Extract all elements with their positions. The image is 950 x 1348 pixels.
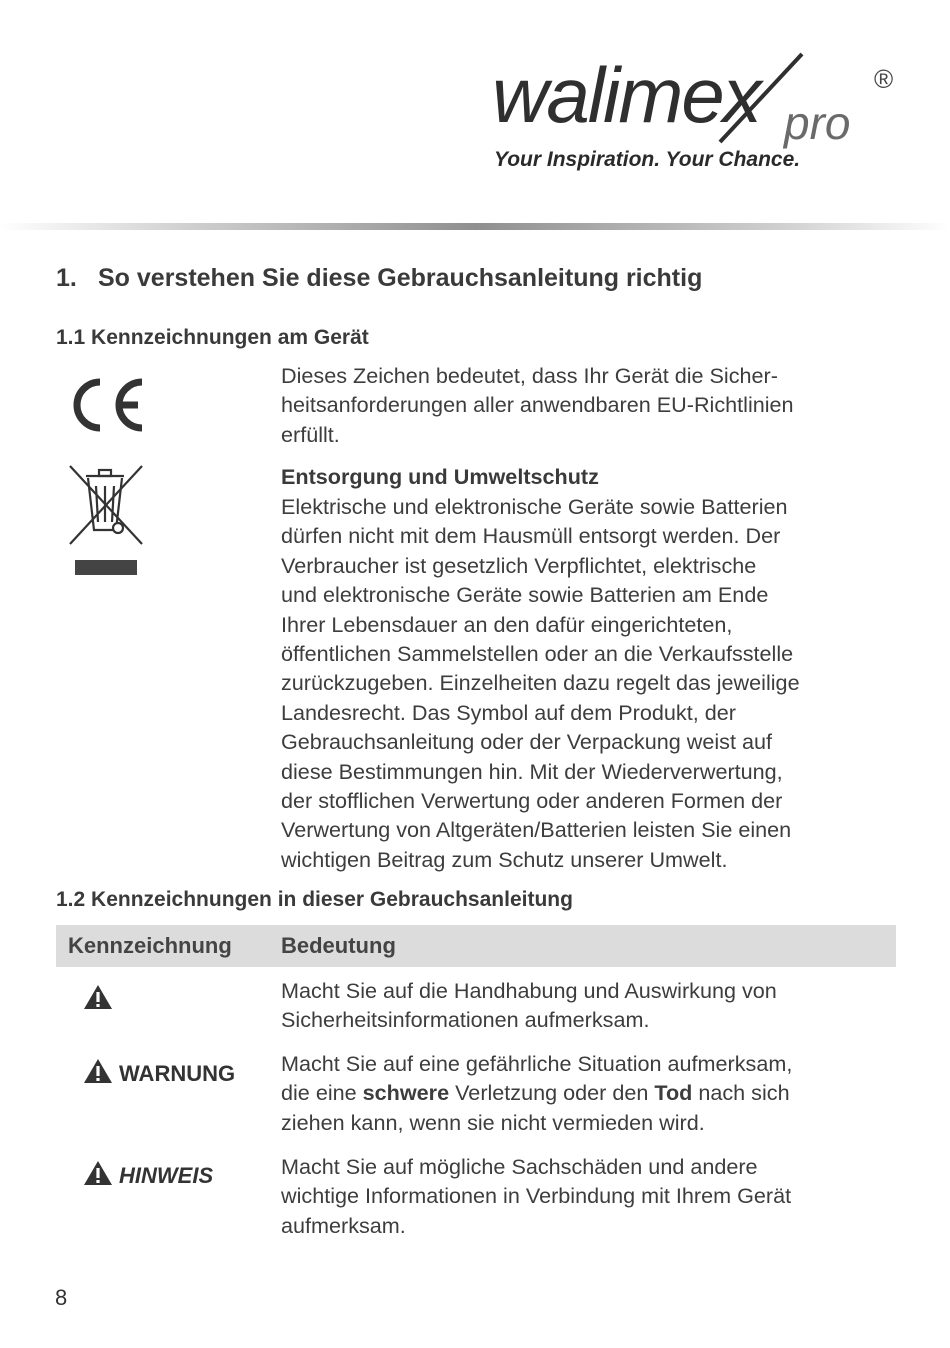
text-line: ziehen kann, wenn sie nicht vermieden wird. — [281, 1109, 705, 1135]
header-divider — [0, 223, 950, 230]
text-line: wichtige Informationen in Verbindung mit Ihrem Gerät — [281, 1183, 792, 1209]
text-line: aufmerksam. — [281, 1212, 406, 1238]
warning-triangle-icon — [83, 1160, 113, 1186]
text-line: Macht Sie auf eine gefährliche Situation aufmerksam, — [281, 1051, 793, 1076]
table-row-3-meaning — [281, 1152, 891, 1240]
logo-slash-icon — [698, 52, 808, 144]
text-line: Landesrecht. Das Symbol auf dem Produkt, der — [281, 699, 736, 725]
text-line: Gebrauchsanleitung oder der Verpackung weist auf — [281, 729, 772, 755]
text-line: Verbraucher ist gesetzlich Verpflichtet, elektrische — [281, 552, 757, 578]
section-title — [56, 264, 702, 293]
logo-wordmark: walimex — [492, 51, 760, 139]
warnung-signal — [83, 1058, 235, 1087]
text-line: dürfen nicht mit dem Hausmüll entsorgt werden. Der — [281, 523, 781, 549]
ce-mark-icon — [66, 376, 146, 434]
ce-description — [281, 361, 881, 449]
table-header-kennzeichnung: Kennzeichnung — [68, 933, 232, 958]
text-line: Dieses Zeichen bedeutet, dass Ihr Gerät die Sicher- — [281, 363, 778, 388]
signal-word-warnung: WARNUNG — [119, 1061, 236, 1086]
table-row-1-meaning — [281, 976, 891, 1035]
warning-triangle-icon — [83, 1058, 113, 1084]
text-line: Macht Sie auf mögliche Sachschäden und andere — [281, 1154, 758, 1179]
subsection-heading-1-2: 1.2 Kennzeichnungen in dieser Gebrauchsanleitung — [56, 888, 573, 911]
text-line: erfüllt. — [281, 421, 340, 447]
text-line: zurückzugeben. Einzelheiten dazu regelt das jeweilige — [281, 670, 800, 696]
text-line: wichtigen Beitrag zum Schutz unserer Umwelt. — [281, 846, 728, 872]
text-line: Macht Sie auf die Handhabung und Auswirkung von — [281, 978, 777, 1003]
hinweis-signal — [83, 1160, 213, 1189]
page-number: 8 — [55, 1285, 68, 1310]
text-line — [281, 1078, 891, 1107]
text-line: Ihrer Lebensdauer an den dafür eingerichteten, — [281, 611, 733, 637]
disposal-title: Entsorgung und Umweltschutz — [281, 464, 599, 489]
logo-tagline: Your Inspiration. Your Chance. — [494, 148, 801, 171]
table-row-2-meaning — [281, 1049, 891, 1137]
text-span: nach sich — [692, 1080, 790, 1106]
walimex-pro-logo — [488, 52, 908, 182]
text-span: die eine — [281, 1080, 363, 1106]
text-line: diese Bestimmungen hin. Mit der Wiederverwertung, — [281, 758, 783, 784]
emphasis-schwere: schwere — [362, 1080, 450, 1106]
text-line: heitsanforderungen aller anwendbaren EU-Richtlinien — [281, 392, 794, 418]
subsection-heading-1-1: 1.1 Kennzeichnungen am Gerät — [56, 326, 369, 349]
text-line: der stofflichen Verwertung oder anderen Formen der — [281, 788, 783, 814]
registered-mark: ® — [874, 64, 894, 94]
section-number: 1. — [56, 264, 77, 292]
section-title-text: So verstehen Sie diese Gebrauchsanleitung richtig — [98, 264, 703, 292]
text-line: und elektronische Geräte sowie Batterien am Ende — [281, 582, 769, 608]
table-header-bedeutung: Bedeutung — [281, 933, 396, 958]
emphasis-tod: Tod — [654, 1080, 693, 1106]
disposal-bar — [75, 560, 137, 575]
disposal-description — [281, 492, 881, 874]
signal-word-hinweis: HINWEIS — [119, 1163, 214, 1188]
text-line: Elektrische und elektronische Geräte sowie Batterien — [281, 494, 788, 519]
text-line: Sicherheitsinformationen aufmerksam. — [281, 1007, 650, 1033]
text-span: Verletzung oder den — [449, 1080, 655, 1106]
warning-triangle-icon — [83, 984, 113, 1010]
text-line: Verwertung von Altgeräten/Batterien leisten Sie einen — [281, 817, 792, 843]
crossed-bin-icon — [66, 464, 146, 548]
text-line: öffentlichen Sammelstellen oder an die Verkaufsstelle — [281, 641, 794, 667]
logo-suffix: pro — [784, 97, 851, 149]
